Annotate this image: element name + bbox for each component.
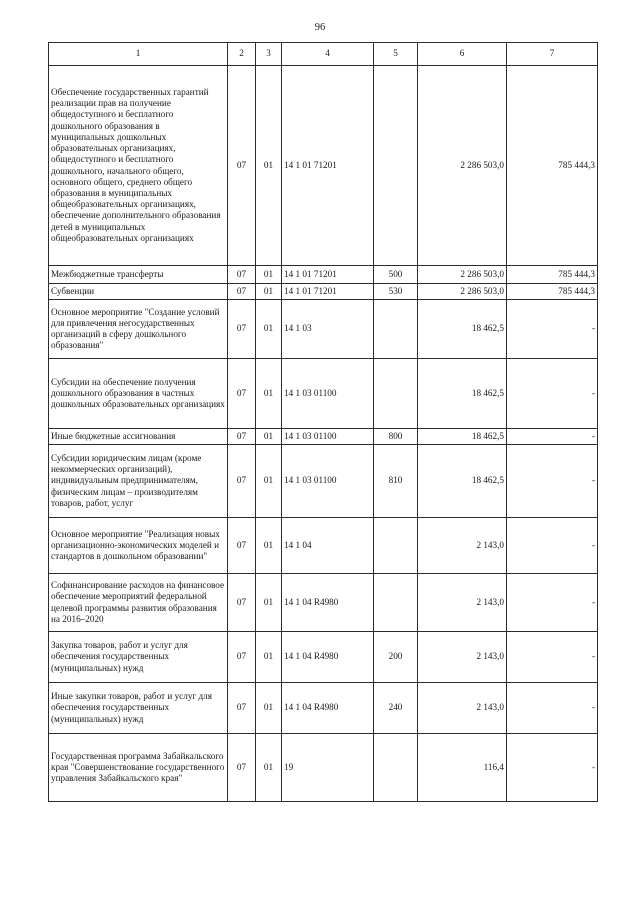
row-target-code: 14 1 04 R4980 (282, 683, 374, 734)
row-name: Основное мероприятие "Создание условий для привлечения негосударственных организаций в сферу дошкольного образования" (49, 300, 228, 359)
row-name: Основное мероприятие "Реализация новых организационно-экономических моделей и стандартов в дошкольном образовании" (49, 518, 228, 574)
column-header: 5 (374, 43, 418, 66)
row-subsection: 01 (256, 683, 282, 734)
row-name: Субсидии юридическим лицам (кроме некоммерческих организаций), индивидуальным предпринимателям, физическим лицам – производителям товаров, работ, услуг (49, 445, 228, 518)
column-header: 1 (49, 43, 228, 66)
row-sum-1: 2 286 503,0 (418, 266, 507, 284)
row-target-code: 14 1 04 R4980 (282, 574, 374, 632)
row-name: Межбюджетные трансферты (49, 266, 228, 284)
row-expense-type: 530 (374, 284, 418, 300)
row-expense-type (374, 66, 418, 266)
row-sum-1: 2 143,0 (418, 574, 507, 632)
row-expense-type: 240 (374, 683, 418, 734)
row-expense-type: 200 (374, 632, 418, 683)
table-row (49, 266, 598, 284)
row-target-code: 14 1 04 (282, 518, 374, 574)
row-subsection: 01 (256, 66, 282, 266)
row-target-code: 14 1 01 71201 (282, 266, 374, 284)
row-name: Софинансирование расходов на финансовое обеспечение мероприятий федеральной целевой программы развития образования на 2016–2020 (49, 574, 228, 632)
table-row (49, 574, 598, 632)
table-row (49, 66, 598, 266)
column-header: 7 (507, 43, 598, 66)
row-expense-type (374, 300, 418, 359)
row-sum-2: - (507, 359, 598, 429)
row-target-code: 14 1 04 R4980 (282, 632, 374, 683)
row-expense-type (374, 574, 418, 632)
row-sum-2: - (507, 632, 598, 683)
row-sum-2: - (507, 574, 598, 632)
table-row (49, 284, 598, 300)
table-header-row (49, 43, 598, 66)
table-row (49, 734, 598, 802)
column-header: 3 (256, 43, 282, 66)
row-expense-type: 810 (374, 445, 418, 518)
row-expense-type: 800 (374, 429, 418, 445)
row-section: 07 (228, 445, 256, 518)
row-subsection: 01 (256, 284, 282, 300)
row-name: Субсидии на обеспечение получения дошкольного образования в частных дошкольных образовательных организациях (49, 359, 228, 429)
row-section: 07 (228, 266, 256, 284)
column-header: 6 (418, 43, 507, 66)
row-sum-1: 18 462,5 (418, 429, 507, 445)
row-section: 07 (228, 359, 256, 429)
row-section: 07 (228, 518, 256, 574)
row-name: Иные закупки товаров, работ и услуг для обеспечения государственных (муниципальных) нужд (49, 683, 228, 734)
row-target-code: 14 1 03 (282, 300, 374, 359)
row-target-code: 14 1 01 71201 (282, 284, 374, 300)
column-header: 2 (228, 43, 256, 66)
table-row (49, 429, 598, 445)
budget-table (48, 42, 598, 802)
row-sum-2: 785 444,3 (507, 66, 598, 266)
page-number: 96 (314, 22, 326, 33)
row-subsection: 01 (256, 734, 282, 802)
row-sum-1: 116,4 (418, 734, 507, 802)
row-subsection: 01 (256, 300, 282, 359)
table-row (49, 683, 598, 734)
row-sum-2: - (507, 429, 598, 445)
row-subsection: 01 (256, 632, 282, 683)
row-expense-type: 500 (374, 266, 418, 284)
row-sum-2: - (507, 445, 598, 518)
row-target-code: 19 (282, 734, 374, 802)
row-sum-2: 785 444,3 (507, 284, 598, 300)
row-subsection: 01 (256, 445, 282, 518)
row-section: 07 (228, 300, 256, 359)
row-sum-1: 2 286 503,0 (418, 284, 507, 300)
row-subsection: 01 (256, 574, 282, 632)
row-sum-2: 785 444,3 (507, 266, 598, 284)
row-subsection: 01 (256, 518, 282, 574)
row-subsection: 01 (256, 266, 282, 284)
table-row (49, 632, 598, 683)
row-sum-1: 18 462,5 (418, 359, 507, 429)
row-subsection: 01 (256, 359, 282, 429)
row-sum-1: 2 143,0 (418, 518, 507, 574)
row-name: Иные бюджетные ассигнования (49, 429, 228, 445)
table-row (49, 445, 598, 518)
row-sum-2: - (507, 683, 598, 734)
row-sum-2: - (507, 300, 598, 359)
row-sum-1: 2 143,0 (418, 632, 507, 683)
row-sum-1: 18 462,5 (418, 445, 507, 518)
row-section: 07 (228, 632, 256, 683)
row-sum-1: 2 286 503,0 (418, 66, 507, 266)
row-section: 07 (228, 734, 256, 802)
row-target-code: 14 1 03 01100 (282, 429, 374, 445)
table-row (49, 518, 598, 574)
row-target-code: 14 1 01 71201 (282, 66, 374, 266)
row-target-code: 14 1 03 01100 (282, 445, 374, 518)
row-subsection: 01 (256, 429, 282, 445)
row-section: 07 (228, 429, 256, 445)
row-sum-1: 2 143,0 (418, 683, 507, 734)
row-sum-2: - (507, 734, 598, 802)
column-header: 4 (282, 43, 374, 66)
row-name: Закупка товаров, работ и услуг для обеспечения государственных (муниципальных) нужд (49, 632, 228, 683)
row-section: 07 (228, 683, 256, 734)
row-name: Обеспечение государственных гарантий реализации прав на получение общедоступного и бесплатного дошкольного образования в муниципальных дошкольных образовательных организациях, общедоступного и бесплатного дошкольного, начального общего, основного общего, среднего общего образования в муниципальных общеобразовательных организациях, обеспечение дополнительного образования детей в муниципальных общеобразовательных организациях (49, 66, 228, 266)
row-expense-type (374, 359, 418, 429)
row-section: 07 (228, 66, 256, 266)
row-target-code: 14 1 03 01100 (282, 359, 374, 429)
table-row (49, 359, 598, 429)
table-row (49, 300, 598, 359)
row-section: 07 (228, 574, 256, 632)
row-name: Субвенции (49, 284, 228, 300)
row-expense-type (374, 518, 418, 574)
row-name: Государственная программа Забайкальского края "Совершенствование государственного управления Забайкальского края" (49, 734, 228, 802)
row-section: 07 (228, 284, 256, 300)
row-sum-2: - (507, 518, 598, 574)
row-expense-type (374, 734, 418, 802)
row-sum-1: 18 462,5 (418, 300, 507, 359)
